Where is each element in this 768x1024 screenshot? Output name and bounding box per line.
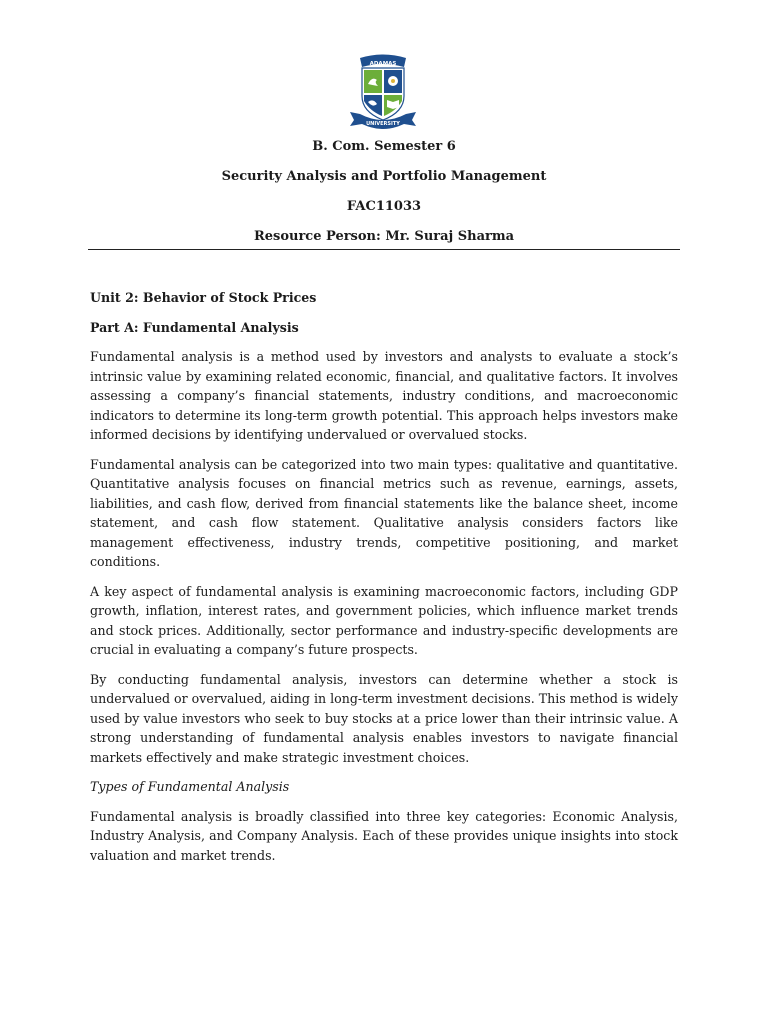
- course-title: Security Analysis and Portfolio Management: [221, 169, 547, 184]
- paragraph-1: Fundamental analysis is a method used by investors and analysts to evaluate a stock’s intrinsic value by examining related economic, financial, and qualitative factors. It involves assessing a company’s financial statements, industry conditions, and macroeconomic indicators to determine its long-term growth potential. This approach helps investors make informed decisions by identifying undervalued or overvalued stocks.: [90, 349, 678, 442]
- unit-title: Unit 2: Behavior of Stock Prices: [90, 290, 317, 305]
- document-body: [90, 288, 678, 875]
- logo-top-banner-text: ADAMAS: [369, 61, 397, 67]
- section-subheading: Types of Fundamental Analysis: [90, 779, 290, 794]
- paragraph-2: Fundamental analysis can be categorized into two main types: qualitative and quantitative. Quantitative analysis focuses on financial metrics such as revenue, earnings, assets, liabilities, and cash flow, derived from financial statements like the balance sheet, income statement, and cash flow statement. Qualitative analysis considers factors like management effectiveness, industry trends, competitive positioning, and market conditions.: [90, 456, 678, 569]
- header-divider: [88, 249, 680, 250]
- course-semester: B. Com. Semester 6: [312, 139, 456, 154]
- course-code: FAC11033: [346, 199, 422, 214]
- part-title: Part A: Fundamental Analysis: [90, 319, 299, 335]
- paragraph-5: Fundamental analysis is broadly classified into three key categories: Economic Analysis, Industry Analysis, and Company Analysis. Each of these provides unique insights into stock valuation and market trends.: [90, 808, 678, 863]
- university-logo: [346, 54, 420, 130]
- resource-person: Resource Person: Mr. Suraj Sharma: [253, 229, 515, 244]
- paragraph-4: By conducting fundamental analysis, investors can determine whether a stock is undervalued or overvalued, aiding in long-term investment decisions. This method is widely used by value investors who seek to buy stocks at a price lower than their intrinsic value. A strong understanding of fundamental analysis enables investors to navigate financial markets effectively and make strategic investment choices.: [90, 671, 678, 765]
- paragraph-3: A key aspect of fundamental analysis is examining macroeconomic factors, including GDP growth, inflation, interest rates, and government policies, which influence market trends and stock prices. Additionally, sector performance and industry-specific developments are crucial in evaluating a company’s future prospects.: [90, 583, 678, 657]
- logo-bottom-banner-text: UNIVERSITY: [366, 121, 400, 127]
